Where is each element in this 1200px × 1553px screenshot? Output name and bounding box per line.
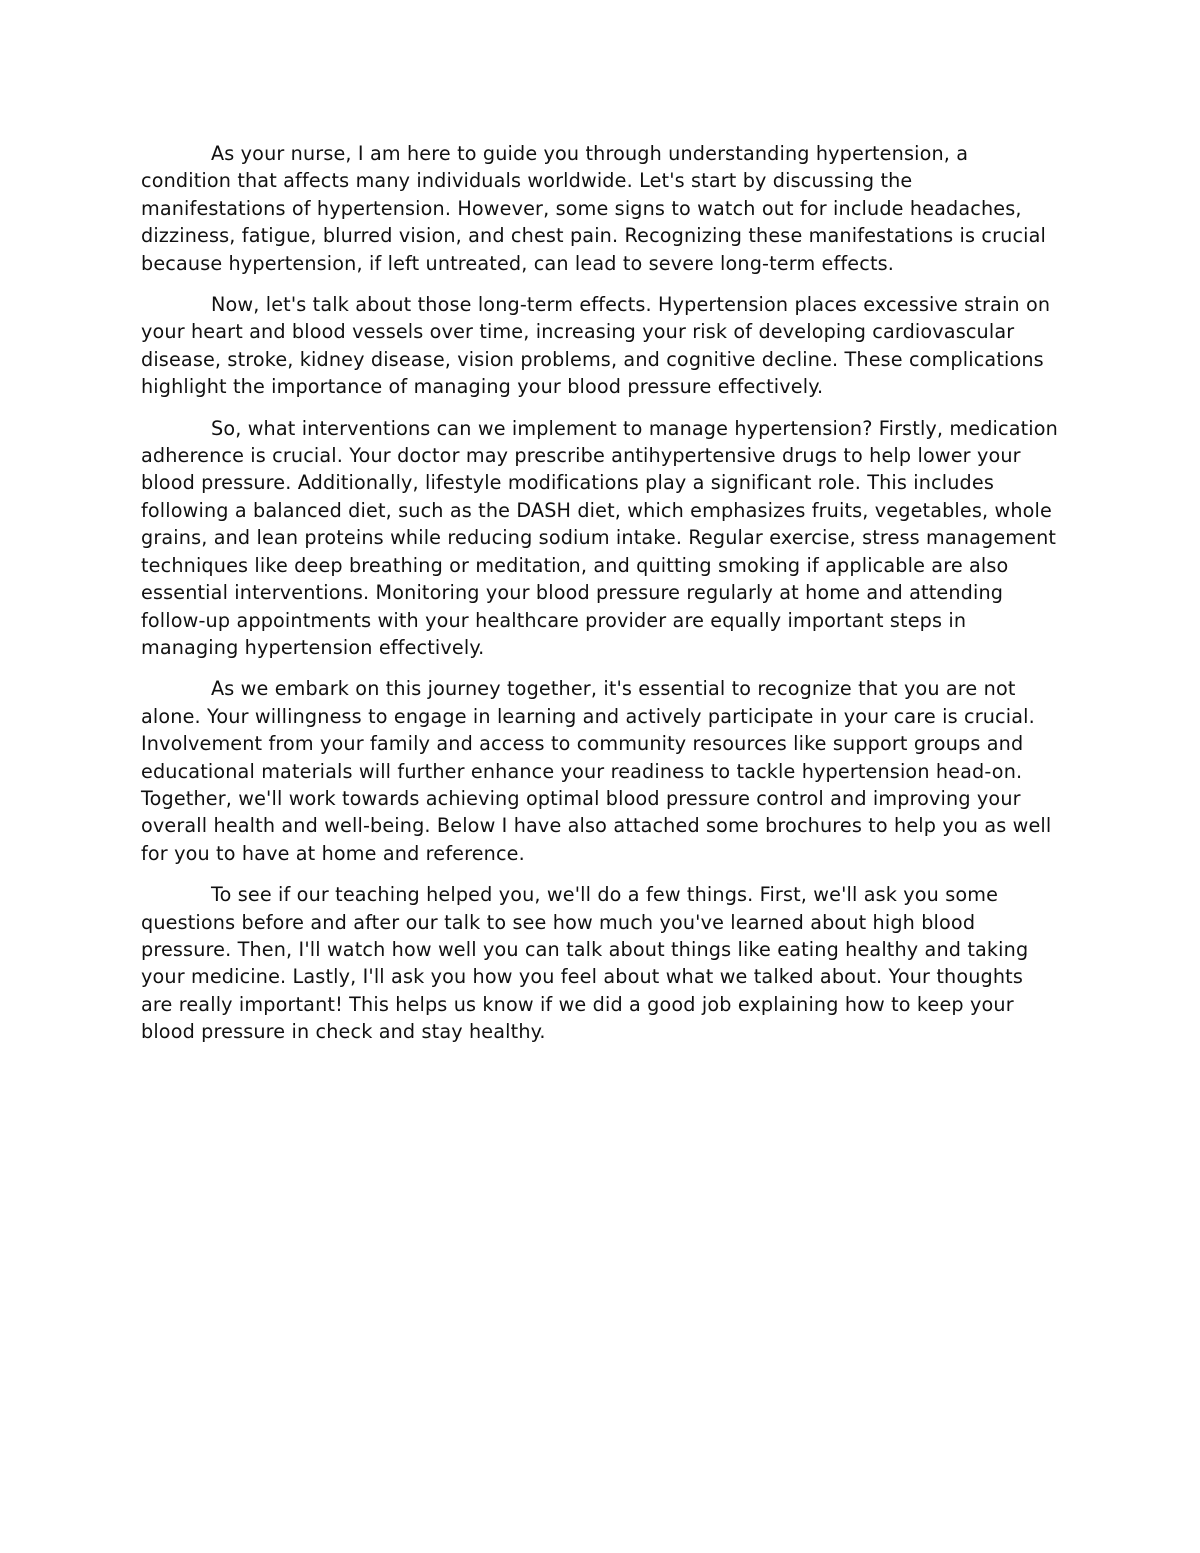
document-body	[141, 140, 1059, 1060]
paragraph-long-term-effects: Now, let's talk about those long-term effects. Hypertension places excessive strain on your heart and blood vessels over time, increasing your risk of developing cardiovascular disease, stroke, kidney disease, vision problems, and cognitive decline. These complications highlight the importance of managing your blood pressure effectively.	[141, 293, 1051, 399]
paragraph-readiness: As we embark on this journey together, it's essential to recognize that you are not alone. Your willingness to engage in learning and actively participate in your care is crucial. Involvement from your family and access to community resources like support groups and educational materials will further enhance your readiness to tackle hypertension head-on. Together, we'll work towards achieving optimal blood pressure control and improving your overall health and well-being. Below I have also attached some brochures to help you as well for you to have at home and reference.	[141, 677, 1052, 865]
paragraph-interventions: So, what interventions can we implement to manage hypertension? Firstly, medication adherence is crucial. Your doctor may prescribe antihypertensive drugs to help lower your blood pressure. Additionally, lifestyle modifications play a significant role. This includes following a balanced diet, such as the DASH diet, which emphasizes fruits, vegetables, whole grains, and lean proteins while reducing sodium intake. Regular exercise, stress management techniques like deep breathing or meditation, and quitting smoking if applicable are also essential interventions. Monitoring your blood pressure regularly at home and attending follow-up appointments with your healthcare provider are equally important steps in managing hypertension effectively.	[141, 416, 1058, 659]
paragraph-evaluation: To see if our teaching helped you, we'll do a few things. First, we'll ask you some questions before and after our talk to see how much you've learned about high blood pressure. Then, I'll watch how well you can talk about things like eating healthy and taking your medicine. Lastly, I'll ask you how you feel about what we talked about. Your thoughts are really important! This helps us know if we did a good job explaining how to keep your blood pressure in check and stay healthy.	[141, 883, 1029, 1044]
paragraph-manifestations: As your nurse, I am here to guide you through understanding hypertension, a condition that affects many individuals worldwide. Let's start by discussing the manifestations of hypertension. However, some signs to watch out for include headaches, dizziness, fatigue, blurred vision, and chest pain. Recognizing these manifestations is crucial because hypertension, if left untreated, can lead to severe long-term effects.	[141, 142, 1047, 275]
